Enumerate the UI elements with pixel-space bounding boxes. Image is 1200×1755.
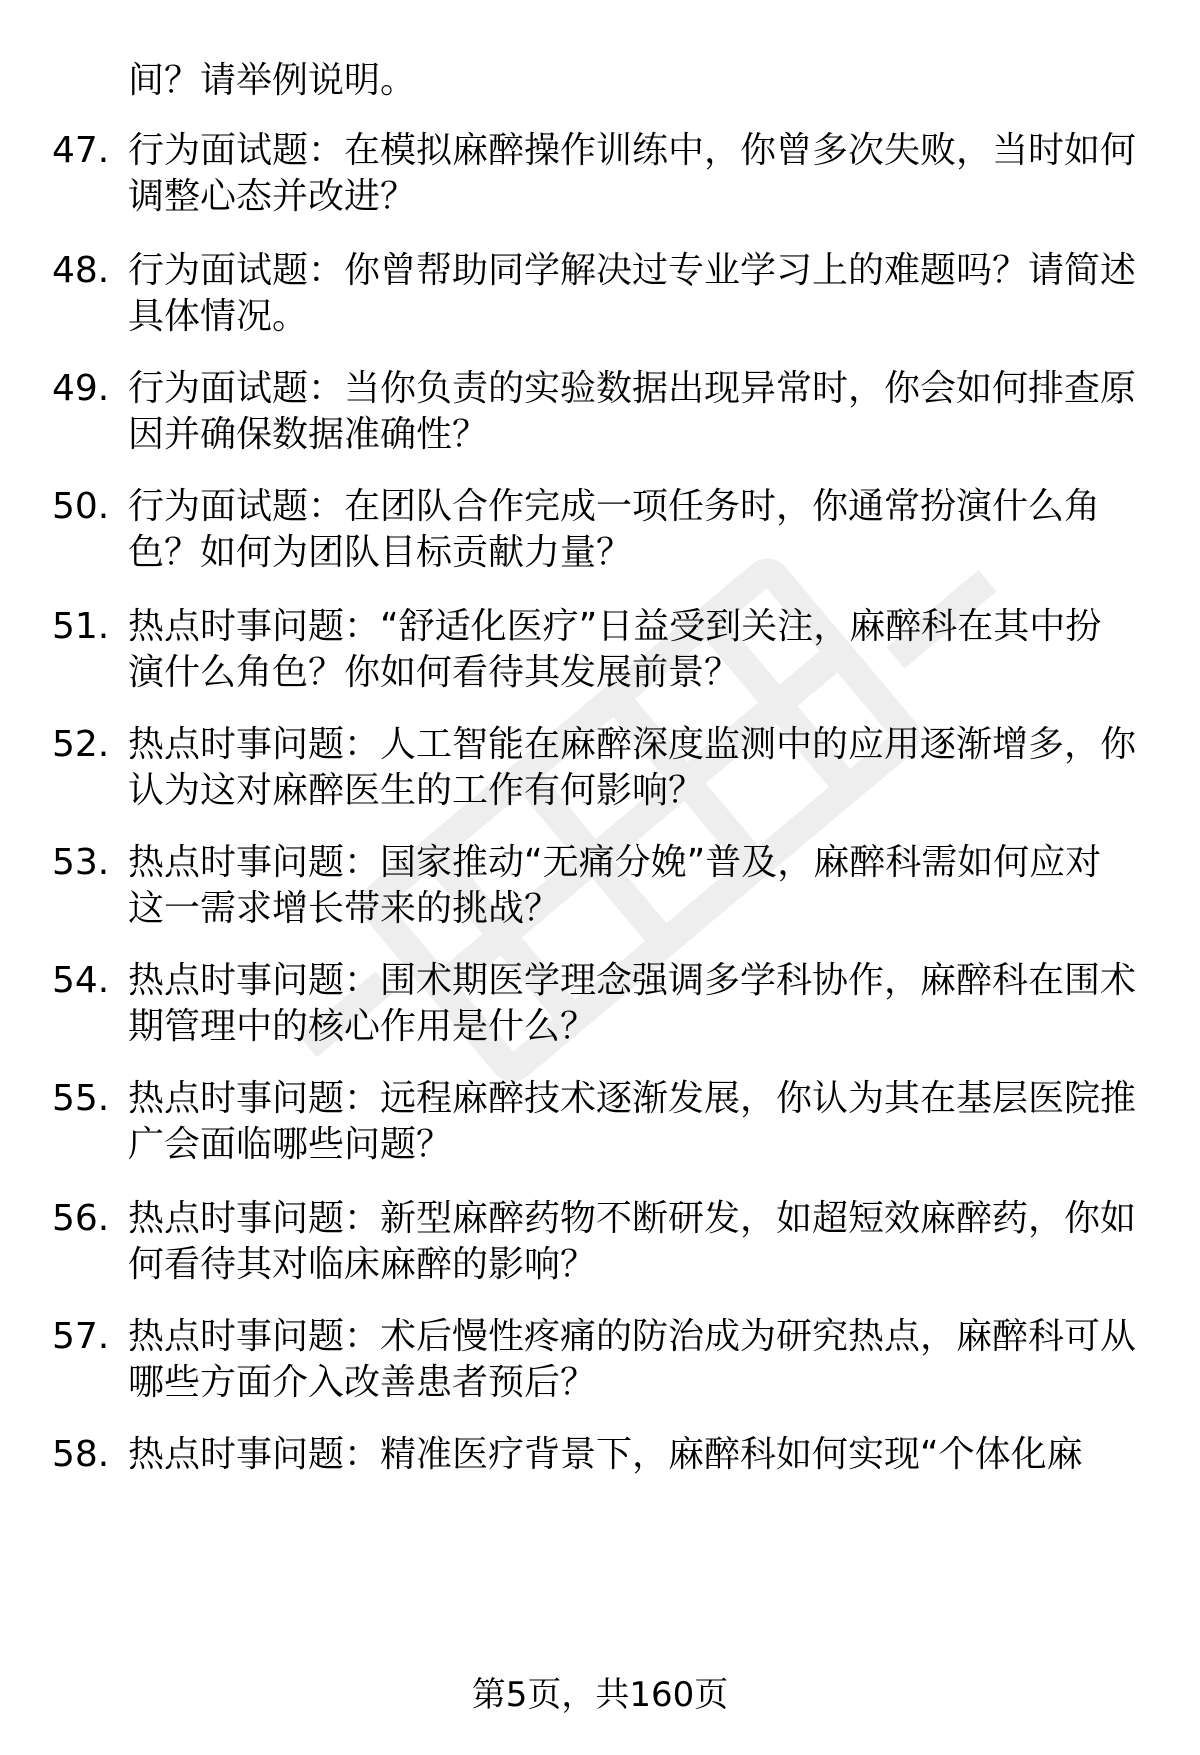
item-text-line: 热点时事问题：新型麻醉药物不断研发，如超短效麻醉药，你如: [128, 1198, 1137, 1239]
item-number: 54.: [52, 960, 110, 1001]
item-text-line: 行为面试题：当你负责的实验数据出现异常时，你会如何排查原: [128, 368, 1137, 409]
item-number: 53.: [52, 842, 110, 883]
item-text-line: 广会面临哪些问题？: [128, 1124, 453, 1165]
item-number: 51.: [52, 606, 110, 647]
page-footer: 第5页，共160页: [471, 1675, 729, 1715]
item-text-line: 调整心态并改进？: [128, 176, 417, 217]
item-text-line: 热点时事问题：术后慢性疼痛的防治成为研究热点，麻醉科可从: [128, 1316, 1137, 1357]
item-number: 48.: [52, 250, 110, 291]
item-text-line: 行为面试题：在模拟麻醉操作训练中，你曾多次失败，当时如何: [128, 130, 1137, 171]
item-text-line: 色？如何为团队目标贡献力量？: [128, 532, 633, 573]
item-text-line: 热点时事问题：国家推动“无痛分娩”普及，麻醉科需如何应对: [128, 842, 1102, 883]
item-number: 47.: [52, 130, 110, 171]
item-number: 55.: [52, 1078, 110, 1119]
item-number: 50.: [52, 486, 110, 527]
item-text-line: 热点时事问题：围术期医学理念强调多学科协作，麻醉科在围术: [128, 960, 1137, 1001]
item-text-line: 具体情况。: [128, 296, 309, 337]
item-text-line: 热点时事问题：“舒适化医疗”日益受到关注，麻醉科在其中扮: [128, 606, 1102, 647]
item-number: 57.: [52, 1316, 110, 1357]
item-text-line: 这一需求增长带来的挑战？: [128, 888, 561, 929]
item-number: 52.: [52, 724, 110, 765]
item-text-line: 行为面试题：你曾帮助同学解决过专业学习上的难题吗？请简述: [128, 250, 1137, 291]
item-text-line: 演什么角色？你如何看待其发展前景？: [128, 652, 741, 693]
continuation-line: 间？请举例说明。: [128, 60, 417, 101]
item-number: 56.: [52, 1198, 110, 1239]
item-text-line: 热点时事问题：远程麻醉技术逐渐发展，你认为其在基层医院推: [128, 1078, 1137, 1119]
item-text-line: 何看待其对临床麻醉的影响？: [128, 1244, 597, 1285]
item-text-line: 哪些方面介入改善患者预后？: [128, 1362, 597, 1403]
item-text-line: 行为面试题：在团队合作完成一项任务时，你通常扮演什么角: [128, 486, 1101, 527]
item-text-line: 热点时事问题：人工智能在麻醉深度监测中的应用逐渐增多，你: [128, 724, 1137, 765]
item-number: 58.: [52, 1434, 110, 1475]
item-text-line: 因并确保数据准确性？: [128, 414, 489, 455]
item-text-line: 认为这对麻醉医生的工作有何影响？: [128, 770, 705, 811]
item-number: 49.: [52, 368, 110, 409]
item-text-line: 热点时事问题：精准医疗背景下，麻醉科如何实现“个体化麻: [128, 1434, 1083, 1475]
item-text-line: 期管理中的核心作用是什么？: [128, 1006, 597, 1047]
